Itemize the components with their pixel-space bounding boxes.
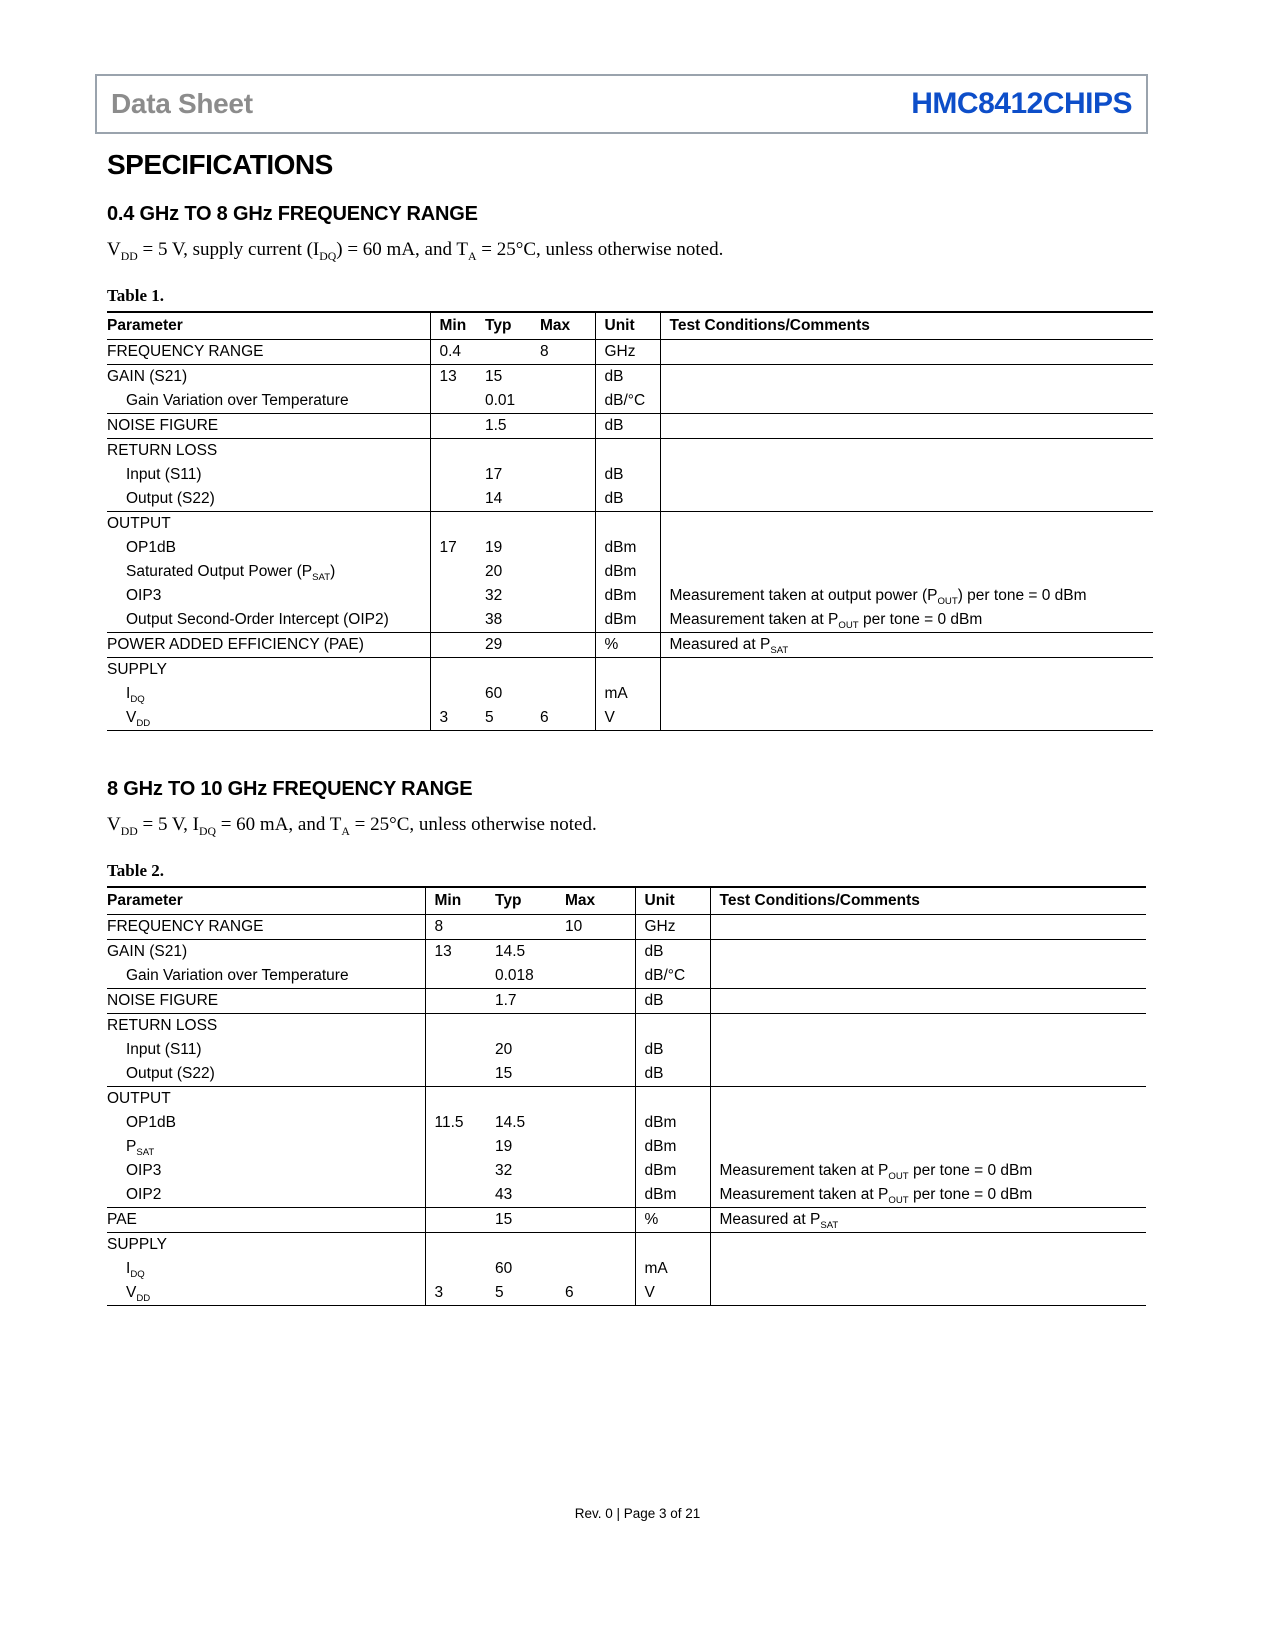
unit-cell: dBm xyxy=(595,584,660,608)
unit-cell: dB/°C xyxy=(595,389,660,414)
typ-cell: 19 xyxy=(495,1138,513,1155)
table-row xyxy=(107,487,1153,512)
column-header: Test Conditions/Comments xyxy=(710,887,1146,915)
param-cell: $I_{DQ}$ xyxy=(126,1260,145,1281)
max-cell xyxy=(565,964,635,989)
min-cell xyxy=(425,1038,495,1062)
column-header: Unit xyxy=(635,887,710,915)
typ-cell: 38 xyxy=(485,611,503,628)
unit-cell: V xyxy=(595,706,660,731)
unit-cell: dB/°C xyxy=(635,964,710,989)
unit-cell: dBm xyxy=(635,1135,710,1159)
table-row xyxy=(107,964,1146,989)
max-cell xyxy=(540,487,595,512)
unit-cell: dBm xyxy=(635,1159,710,1183)
unit-cell: dB xyxy=(635,989,710,1014)
unit-cell xyxy=(635,1087,710,1112)
unit-cell: % xyxy=(635,1208,710,1233)
max-cell xyxy=(565,1233,635,1258)
param-cell: POWER ADDED EFFICIENCY (PAE) xyxy=(107,633,430,658)
max-cell xyxy=(565,1159,635,1183)
unit-cell: dB xyxy=(635,1038,710,1062)
typ-cell xyxy=(495,915,565,940)
table-row xyxy=(107,1014,1146,1039)
table-row xyxy=(107,1257,1146,1281)
param-cell: Output (S22) xyxy=(126,490,215,507)
comment-cell xyxy=(710,1111,1146,1135)
table-row xyxy=(107,1038,1146,1062)
table-caption: Table 1. xyxy=(107,286,165,305)
max-cell xyxy=(565,940,635,965)
typ-cell: 5 xyxy=(485,709,494,726)
comment-cell xyxy=(710,1062,1146,1087)
unit-cell xyxy=(635,1233,710,1258)
param-cell: OP1dB xyxy=(126,1114,176,1131)
param-cell: Output (S22) xyxy=(126,1065,215,1082)
table-body xyxy=(107,915,1146,1306)
comment-cell xyxy=(660,340,1153,365)
table-row xyxy=(107,1062,1146,1087)
min-cell xyxy=(425,1062,495,1087)
unit-cell: dB xyxy=(595,487,660,512)
typ-cell xyxy=(495,1014,565,1039)
max-cell xyxy=(540,389,595,414)
section-conditions-text: $V_{DD} = 5$ V, $I_{DQ} = 60$ mA, and $T_A = 25^\circ C$, unless otherwise noted. xyxy=(107,814,597,838)
column-header: Parameter xyxy=(107,892,183,909)
max-cell xyxy=(565,1257,635,1281)
table-row xyxy=(107,682,1153,706)
column-header: Max xyxy=(565,892,596,909)
param-cell: OUTPUT xyxy=(107,512,430,537)
table-row xyxy=(107,536,1153,560)
unit-cell: dBm xyxy=(595,560,660,584)
param-cell: $I_{DQ}$ xyxy=(126,685,145,706)
unit-cell: dBm xyxy=(595,608,660,633)
max-cell xyxy=(540,536,595,560)
max-cell xyxy=(565,1038,635,1062)
typ-cell: 60 xyxy=(485,685,503,702)
comment-cell: Measurement taken at $P_{OUT}$ per tone = 0 dBm xyxy=(660,608,1153,633)
table-row xyxy=(107,1208,1146,1233)
section-conditions-text: $V_{DD} = 5$ V, supply current $(I_{DQ}) = 60$ mA, and $T_A = 25^\circ C$, unless otherwise noted. xyxy=(107,239,724,263)
table-head xyxy=(107,887,1146,915)
table-row xyxy=(107,1281,1146,1306)
min-cell xyxy=(430,658,485,683)
comment-cell xyxy=(710,1135,1146,1159)
param-cell: GAIN (S21) xyxy=(107,365,430,390)
max-cell: 10 xyxy=(565,918,583,935)
comment-cell xyxy=(660,560,1153,584)
param-cell: SUPPLY xyxy=(107,1233,425,1258)
table-row xyxy=(107,633,1153,658)
doc-type-label: Data Sheet xyxy=(111,88,253,119)
unit-cell: dB xyxy=(595,365,660,390)
typ-cell: 5 xyxy=(495,1284,504,1301)
max-cell xyxy=(540,584,595,608)
column-header: Parameter xyxy=(107,317,183,334)
min-cell: 3 xyxy=(425,1281,495,1306)
typ-cell xyxy=(495,1233,565,1258)
min-cell xyxy=(425,1233,495,1258)
param-cell: Input (S11) xyxy=(126,466,202,483)
comment-cell xyxy=(710,989,1146,1014)
comment-cell xyxy=(710,940,1146,965)
min-cell xyxy=(430,560,485,584)
unit-cell: V xyxy=(635,1281,710,1306)
typ-cell: 14 xyxy=(485,490,503,507)
param-cell: NOISE FIGURE xyxy=(107,989,425,1014)
max-cell xyxy=(565,1014,635,1039)
typ-cell: 14.5 xyxy=(495,1114,526,1131)
typ-cell: 0.01 xyxy=(485,392,516,409)
comment-cell xyxy=(710,1038,1146,1062)
page-title: SPECIFICATIONS xyxy=(107,149,333,180)
typ-cell: 32 xyxy=(495,1162,513,1179)
param-cell: OIP3 xyxy=(126,1162,162,1179)
table-row xyxy=(107,1087,1146,1112)
table-row xyxy=(107,1159,1146,1183)
column-header: Unit xyxy=(595,312,660,340)
param-cell: Saturated Output Power $(P_{SAT})$ xyxy=(126,563,336,584)
max-cell xyxy=(540,560,595,584)
min-cell xyxy=(425,964,495,989)
min-cell xyxy=(430,389,485,414)
min-cell xyxy=(430,608,485,633)
comment-cell xyxy=(660,658,1153,683)
unit-cell: mA xyxy=(635,1257,710,1281)
max-cell xyxy=(540,658,595,683)
column-header: Min xyxy=(430,312,485,340)
typ-cell: 15 xyxy=(495,1065,513,1082)
param-cell: NOISE FIGURE xyxy=(107,414,430,439)
comment-cell xyxy=(710,964,1146,989)
datasheet-header xyxy=(95,74,1148,134)
max-cell xyxy=(565,1111,635,1135)
comment-cell: Measurement taken at output power $(P_{OUT})$ per tone = 0 dBm xyxy=(660,584,1153,608)
unit-cell: GHz xyxy=(595,340,660,365)
max-cell xyxy=(565,989,635,1014)
table-head xyxy=(107,312,1153,340)
comment-cell xyxy=(660,487,1153,512)
column-header: Max xyxy=(540,317,571,334)
page-content xyxy=(107,150,1153,1306)
unit-cell: dB xyxy=(635,1062,710,1087)
min-cell xyxy=(430,682,485,706)
comment-cell xyxy=(710,1233,1146,1258)
typ-cell: 14.5 xyxy=(495,940,565,965)
table-row xyxy=(107,706,1153,731)
max-cell xyxy=(540,414,595,439)
section-heading: 8 GHz TO 10 GHz FREQUENCY RANGE xyxy=(107,778,473,800)
typ-cell: 17 xyxy=(485,466,503,483)
param-cell: Input (S11) xyxy=(126,1041,202,1058)
comment-cell xyxy=(660,389,1153,414)
param-cell: OUTPUT xyxy=(107,1087,425,1112)
min-cell xyxy=(425,1183,495,1208)
table-row xyxy=(107,340,1153,365)
typ-cell: 29 xyxy=(485,633,540,658)
max-cell xyxy=(565,1183,635,1208)
comment-cell xyxy=(660,536,1153,560)
param-cell: $V_{DD}$ xyxy=(126,709,151,730)
max-cell: 6 xyxy=(540,709,549,726)
param-cell: Output Second-Order Intercept (OIP2) xyxy=(126,611,389,628)
table-caption: Table 2. xyxy=(107,861,165,880)
max-cell xyxy=(540,682,595,706)
max-cell xyxy=(565,1135,635,1159)
min-cell: 0.4 xyxy=(430,340,485,365)
comment-cell: Measurement taken at $P_{OUT}$ per tone = 0 dBm xyxy=(710,1183,1146,1208)
unit-cell: dB xyxy=(635,940,710,965)
unit-cell: dB xyxy=(595,463,660,487)
comment-cell xyxy=(660,463,1153,487)
part-number: HMC8412CHIPS xyxy=(911,87,1132,120)
min-cell: 8 xyxy=(425,915,495,940)
max-cell xyxy=(540,608,595,633)
comment-cell xyxy=(710,1014,1146,1039)
typ-cell: 32 xyxy=(485,587,503,604)
table-row xyxy=(107,463,1153,487)
typ-cell: 15 xyxy=(485,365,540,390)
column-header: Typ xyxy=(495,892,522,909)
spec-table-1 xyxy=(107,311,1153,731)
comment-cell: Measured at $P_{SAT}$ xyxy=(710,1208,1146,1233)
unit-cell xyxy=(595,439,660,464)
column-header: Test Conditions/Comments xyxy=(660,312,1153,340)
param-cell: RETURN LOSS xyxy=(107,439,430,464)
max-cell: 6 xyxy=(565,1284,574,1301)
table-row xyxy=(107,389,1153,414)
max-cell xyxy=(565,1087,635,1112)
unit-cell: dBm xyxy=(595,536,660,560)
unit-cell xyxy=(595,512,660,537)
max-cell xyxy=(540,439,595,464)
typ-cell: 20 xyxy=(495,1041,513,1058)
param-cell: OP1dB xyxy=(126,539,176,556)
comment-cell: Measurement taken at $P_{OUT}$ per tone = 0 dBm xyxy=(710,1159,1146,1183)
typ-cell: 0.018 xyxy=(495,967,534,984)
table-row xyxy=(107,1111,1146,1135)
typ-cell xyxy=(495,1087,565,1112)
param-cell: PAE xyxy=(107,1208,425,1233)
table-row xyxy=(107,608,1153,633)
comment-cell xyxy=(660,706,1153,731)
min-cell xyxy=(425,1159,495,1183)
section-0p4-to-8ghz xyxy=(107,202,1153,731)
min-cell: 11.5 xyxy=(425,1111,495,1135)
comment-cell xyxy=(660,439,1153,464)
param-cell: $P_{SAT}$ xyxy=(126,1138,155,1159)
comment-cell xyxy=(660,682,1153,706)
typ-cell: 43 xyxy=(495,1186,513,1203)
min-cell xyxy=(430,439,485,464)
typ-cell xyxy=(485,658,540,683)
comment-cell xyxy=(710,915,1146,940)
max-cell xyxy=(540,512,595,537)
table-row xyxy=(107,439,1153,464)
typ-cell: 15 xyxy=(495,1208,565,1233)
typ-cell: 19 xyxy=(485,539,503,556)
unit-cell: dBm xyxy=(635,1183,710,1208)
max-cell xyxy=(540,633,595,658)
table-row xyxy=(107,414,1153,439)
column-header: Min xyxy=(425,887,495,915)
table-row xyxy=(107,940,1146,965)
min-cell xyxy=(430,512,485,537)
typ-cell xyxy=(485,512,540,537)
table-row xyxy=(107,560,1153,584)
column-header: Typ xyxy=(485,317,512,334)
param-cell: $V_{DD}$ xyxy=(126,1284,151,1305)
comment-cell: Measured at $P_{SAT}$ xyxy=(660,633,1153,658)
table-header-row xyxy=(107,887,1146,915)
unit-cell: mA xyxy=(595,682,660,706)
typ-cell: 20 xyxy=(485,563,503,580)
min-cell xyxy=(425,1135,495,1159)
max-cell: 8 xyxy=(540,343,549,360)
param-cell: SUPPLY xyxy=(107,658,430,683)
max-cell xyxy=(540,365,595,390)
table-row xyxy=(107,1233,1146,1258)
unit-cell: dBm xyxy=(635,1111,710,1135)
min-cell xyxy=(425,1087,495,1112)
unit-cell xyxy=(635,1014,710,1039)
min-cell xyxy=(430,463,485,487)
param-cell: OIP2 xyxy=(126,1186,162,1203)
unit-cell: % xyxy=(595,633,660,658)
min-cell xyxy=(430,633,485,658)
min-cell xyxy=(425,1257,495,1281)
max-cell xyxy=(565,1062,635,1087)
typ-cell xyxy=(485,439,540,464)
comment-cell xyxy=(660,365,1153,390)
min-cell: 13 xyxy=(425,940,495,965)
comment-cell xyxy=(660,414,1153,439)
min-cell xyxy=(430,487,485,512)
param-cell: FREQUENCY RANGE xyxy=(107,918,264,935)
typ-cell: 1.7 xyxy=(495,989,565,1014)
page-footer: Rev. 0 | Page 3 of 21 xyxy=(574,1506,701,1521)
table-row xyxy=(107,989,1146,1014)
param-cell: Gain Variation over Temperature xyxy=(126,967,349,984)
param-cell: GAIN (S21) xyxy=(107,940,425,965)
max-cell xyxy=(540,463,595,487)
unit-cell: GHz xyxy=(635,915,710,940)
section-8-to-10ghz xyxy=(107,777,1153,1306)
table-row xyxy=(107,1183,1146,1208)
table-body xyxy=(107,340,1153,731)
table-row xyxy=(107,365,1153,390)
spec-table-2 xyxy=(107,886,1146,1306)
param-cell: OIP3 xyxy=(126,587,162,604)
typ-cell: 1.5 xyxy=(485,414,540,439)
min-cell xyxy=(425,1208,495,1233)
comment-cell xyxy=(710,1087,1146,1112)
typ-cell xyxy=(485,340,540,365)
table-row xyxy=(107,658,1153,683)
table-row xyxy=(107,512,1153,537)
min-cell: 17 xyxy=(430,536,485,560)
unit-cell: dB xyxy=(595,414,660,439)
min-cell xyxy=(430,584,485,608)
comment-cell xyxy=(710,1281,1146,1306)
min-cell: 3 xyxy=(430,706,485,731)
typ-cell: 60 xyxy=(495,1260,513,1277)
table-row xyxy=(107,1135,1146,1159)
param-cell: Gain Variation over Temperature xyxy=(126,392,349,409)
unit-cell xyxy=(595,658,660,683)
min-cell xyxy=(425,989,495,1014)
min-cell xyxy=(425,1014,495,1039)
table-row xyxy=(107,584,1153,608)
min-cell: 13 xyxy=(430,365,485,390)
param-cell: FREQUENCY RANGE xyxy=(107,343,264,360)
max-cell xyxy=(565,1208,635,1233)
table-header-row xyxy=(107,312,1153,340)
param-cell: RETURN LOSS xyxy=(107,1014,425,1039)
comment-cell xyxy=(710,1257,1146,1281)
section-heading: 0.4 GHz TO 8 GHz FREQUENCY RANGE xyxy=(107,203,478,225)
comment-cell xyxy=(660,512,1153,537)
table-row xyxy=(107,915,1146,940)
min-cell xyxy=(430,414,485,439)
